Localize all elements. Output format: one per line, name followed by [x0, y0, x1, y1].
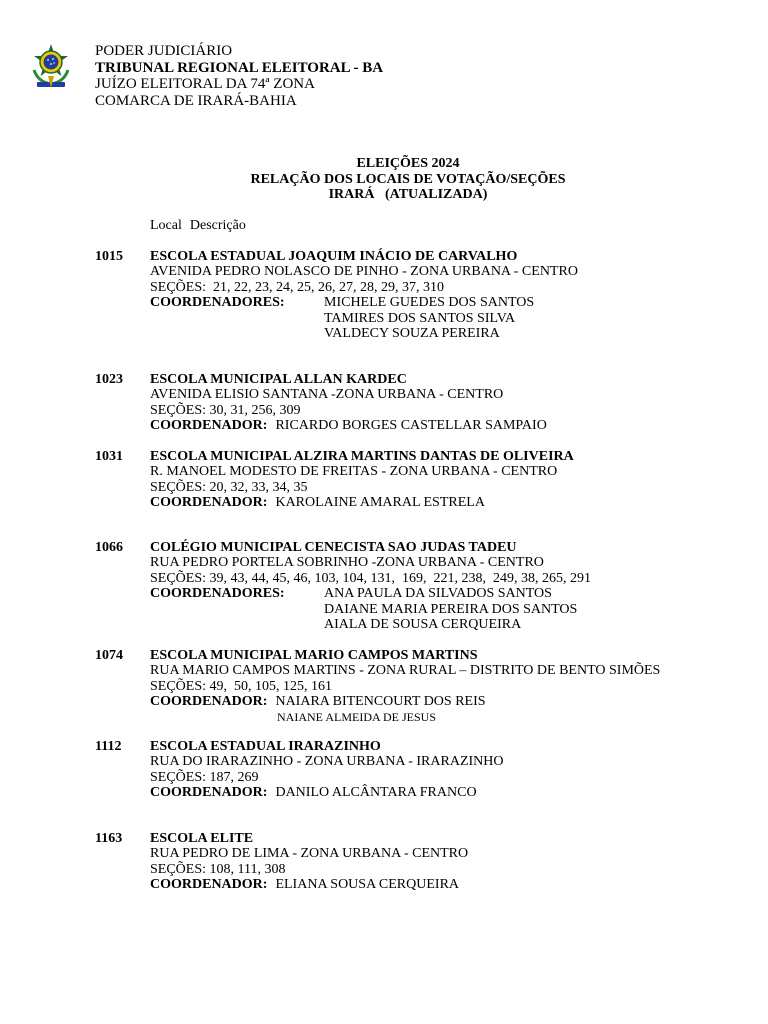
- location-address: RUA PEDRO PORTELA SOBRINHO -ZONA URBANA - CENTRO: [150, 555, 544, 571]
- coordinator-label: COORDENADOR:: [150, 785, 268, 801]
- coordinator-name: NAIANE ALMEIDA DE JESUS: [277, 709, 436, 724]
- title-line-3: IRARÁ (ATUALIZADA): [328, 187, 488, 202]
- document-title: [0, 156, 768, 203]
- location-code: 1163: [95, 831, 123, 846]
- location-address: AVENIDA ELISIO SANTANA -ZONA URBANA - CENTRO: [150, 387, 504, 403]
- title-line-2: RELAÇÃO DOS LOCAIS DE VOTAÇÃO/SEÇÕES: [250, 171, 566, 187]
- coordinator-name: ANA PAULA DA SILVADOS SANTOS: [324, 586, 552, 602]
- coordinators-label: COORDENADORES:: [150, 295, 285, 311]
- location-name: ESCOLA MUNICIPAL ALLAN KARDEC: [150, 372, 407, 387]
- title-line-1: ELEIÇÕES 2024: [356, 156, 460, 171]
- coordinator-name: DAIANE MARIA PEREIRA DOS SANTOS: [324, 601, 578, 617]
- location-code: 1015: [95, 249, 123, 264]
- location-code: 1066: [95, 540, 123, 555]
- column-descricao: Descrição: [189, 218, 246, 233]
- location-address: RUA DO IRARAZINHO - ZONA URBANA - IRARAZINHO: [150, 754, 504, 770]
- location-address: AVENIDA PEDRO NOLASCO DE PINHO - ZONA URBANA - CENTRO: [150, 264, 578, 280]
- coordinator-name: ELIANA SOUSA CERQUEIRA: [275, 877, 460, 893]
- coordinator-name: MICHELE GUEDES DOS SANTOS: [324, 295, 535, 311]
- location-address: RUA MARIO CAMPOS MARTINS - ZONA RURAL – DISTRITO DE BENTO SIMÕES: [150, 663, 661, 679]
- brazil-coat-of-arms-icon: [28, 42, 74, 90]
- coordinator-label: COORDENADOR:: [150, 418, 268, 434]
- location-sections: SEÇÕES: 20, 32, 33, 34, 35: [150, 479, 308, 495]
- header-line-3: JUÍZO ELEITORAL DA 74ª ZONA: [95, 76, 315, 92]
- coordinator-label: COORDENADOR:: [150, 877, 268, 893]
- coordinator-name: VALDECY SOUZA PEREIRA: [324, 326, 500, 342]
- location-sections: SEÇÕES: 49, 50, 105, 125, 161: [150, 678, 333, 694]
- location-code: 1031: [95, 449, 123, 464]
- coordinator-name: RICARDO BORGES CASTELLAR SAMPAIO: [275, 418, 547, 434]
- location-sections: SEÇÕES: 39, 43, 44, 45, 46, 103, 104, 131, 169, 221, 238, 249, 38, 265, 291: [150, 570, 592, 586]
- location-name: ESCOLA ESTADUAL JOAQUIM INÁCIO DE CARVALHO: [150, 249, 518, 264]
- location-sections: SEÇÕES: 21, 22, 23, 24, 25, 26, 27, 28, 29, 37, 310: [150, 279, 445, 295]
- location-sections: SEÇÕES: 108, 111, 308: [150, 861, 286, 877]
- coordinator-name: DANILO ALCÂNTARA FRANCO: [275, 785, 477, 801]
- location-name: ESCOLA MUNICIPAL MARIO CAMPOS MARTINS: [150, 648, 478, 663]
- column-local: Local: [150, 218, 182, 233]
- location-sections: SEÇÕES: 30, 31, 256, 309: [150, 402, 301, 418]
- location-name: ESCOLA MUNICIPAL ALZIRA MARTINS DANTAS DE OLIVEIRA: [150, 449, 574, 464]
- location-code: 1112: [95, 739, 122, 754]
- coordinator-name: KAROLAINE AMARAL ESTRELA: [275, 495, 485, 511]
- court-header: [95, 43, 383, 109]
- coordinator-label: COORDENADOR:: [150, 495, 268, 511]
- coordinator-name: AIALA DE SOUSA CERQUEIRA: [324, 617, 522, 633]
- location-name: ESCOLA ESTADUAL IRARAZINHO: [150, 739, 381, 754]
- header-line-1: PODER JUDICIÁRIO: [95, 43, 233, 59]
- location-sections: SEÇÕES: 187, 269: [150, 769, 259, 785]
- location-name: ESCOLA ELITE: [150, 831, 254, 846]
- location-address: RUA PEDRO DE LIMA - ZONA URBANA - CENTRO: [150, 846, 469, 862]
- header-line-2: TRIBUNAL REGIONAL ELEITORAL - BA: [95, 59, 384, 76]
- coordinator-name: NAIARA BITENCOURT DOS REIS: [275, 694, 486, 710]
- location-address: R. MANOEL MODESTO DE FREITAS - ZONA URBANA - CENTRO: [150, 464, 558, 480]
- location-name: COLÉGIO MUNICIPAL CENECISTA SAO JUDAS TADEU: [150, 540, 517, 555]
- location-code: 1023: [95, 372, 123, 387]
- coordinator-name: TAMIRES DOS SANTOS SILVA: [324, 310, 516, 326]
- coordinators-label: COORDENADORES:: [150, 586, 285, 602]
- location-code: 1074: [95, 648, 123, 663]
- header-line-4: COMARCA DE IRARÁ-BAHIA: [95, 92, 297, 109]
- coordinator-label: COORDENADOR:: [150, 694, 268, 710]
- column-header: [150, 218, 254, 233]
